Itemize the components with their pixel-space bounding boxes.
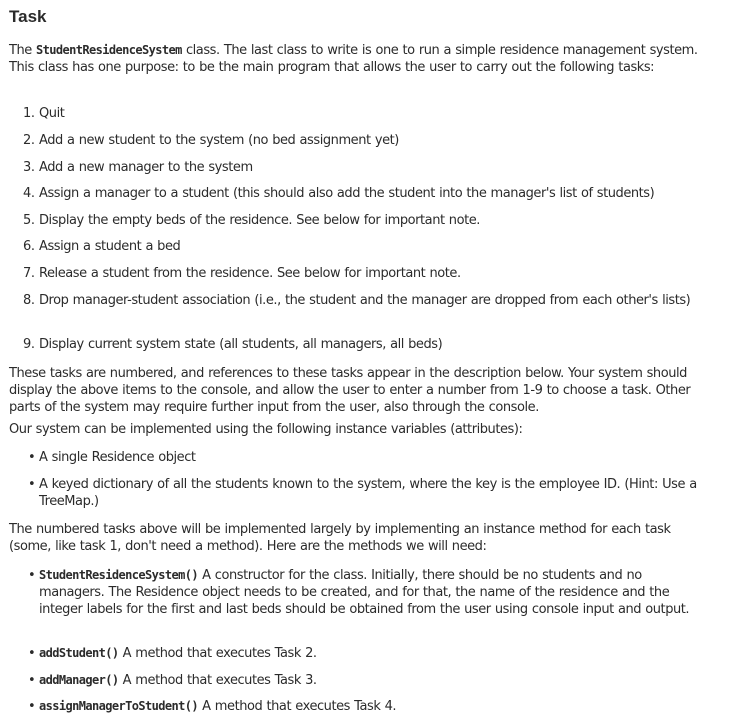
task-number: 4. bbox=[23, 186, 35, 201]
method-signature: assignManagerToStudent() bbox=[39, 699, 198, 713]
method-description: A method that executes Task 3. bbox=[118, 673, 317, 688]
task-number: 9. bbox=[23, 337, 35, 352]
task-number: 5. bbox=[23, 213, 35, 228]
intro-text: class. The last class to write is one to run a simple residence management system. This class has one purpose: to be the main program that allows the user to carry out the following tasks: bbox=[9, 43, 698, 75]
attribute-item bbox=[23, 476, 699, 510]
numbered-tasks-paragraph: These tasks are numbered, and references to these tasks appear in the description below. Your system should display the above items to the console, and allow the user to enter a number from 1-9 to choose a task. Other parts of the system may require further input from the user, also through the console. bbox=[9, 366, 691, 415]
task-number: 1. bbox=[23, 106, 35, 121]
attribute-text: A single Residence object bbox=[39, 450, 196, 465]
task-text: Add a new manager to the system bbox=[39, 160, 253, 175]
intro-paragraph bbox=[9, 42, 699, 76]
bullet-icon: • bbox=[28, 699, 36, 714]
method-text bbox=[39, 645, 699, 662]
method-item bbox=[23, 672, 699, 689]
task-number: 8. bbox=[23, 293, 35, 308]
method-signature: addManager() bbox=[39, 673, 119, 687]
bullet-icon: • bbox=[28, 646, 36, 661]
task-number: 6. bbox=[23, 239, 35, 254]
method-description: A constructor for the class. Initially, there should be no students and no managers. The Residence object needs to be created, and for that, the name of the residence and the integer labels for the first and last beds should be obtained from the user using console input and output. bbox=[39, 568, 690, 617]
task-text: Add a new student to the system (no bed assignment yet) bbox=[39, 133, 399, 148]
intro-class-name: StudentResidenceSystem bbox=[36, 43, 182, 57]
task-text: Display current system state (all students, all managers, all beds) bbox=[39, 337, 443, 352]
method-item bbox=[23, 567, 699, 618]
methods-paragraph: The numbered tasks above will be implemented largely by implementing an instance method for each task (some, like task 1, don't need a method). Here are the methods we will need: bbox=[9, 522, 671, 554]
method-text bbox=[39, 672, 699, 689]
task-text: Drop manager-student association (i.e., the student and the manager are dropped from each other's lists) bbox=[39, 293, 691, 308]
task-item bbox=[23, 159, 699, 176]
method-text bbox=[39, 698, 699, 715]
task-text: Assign a student a bed bbox=[39, 239, 181, 254]
method-text bbox=[39, 567, 699, 618]
task-text: Release a student from the residence. See below for important note. bbox=[39, 266, 461, 281]
method-item bbox=[23, 645, 699, 662]
method-signature: StudentResidenceSystem() bbox=[39, 568, 198, 582]
bullet-icon: • bbox=[28, 568, 36, 583]
task-text: Quit bbox=[39, 106, 65, 121]
attribute-text: A keyed dictionary of all the students known to the system, where the key is the employee ID. (Hint: Use a TreeMap.) bbox=[39, 477, 697, 509]
method-item bbox=[23, 698, 699, 715]
task-item bbox=[23, 185, 699, 202]
page-title: Task bbox=[9, 7, 47, 26]
task-text: Display the empty beds of the residence. See below for important note. bbox=[39, 213, 480, 228]
instance-variables-paragraph: Our system can be implemented using the following instance variables (attributes): bbox=[9, 422, 523, 437]
task-item bbox=[23, 265, 699, 282]
task-number: 3. bbox=[23, 160, 35, 175]
task-item bbox=[23, 336, 699, 353]
task-number: 2. bbox=[23, 133, 35, 148]
method-signature: addStudent() bbox=[39, 646, 119, 660]
task-text: Assign a manager to a student (this should also add the student into the manager's list of students) bbox=[39, 186, 655, 201]
method-description: A method that executes Task 4. bbox=[198, 699, 397, 714]
bullet-icon: • bbox=[28, 477, 36, 492]
task-number: 7. bbox=[23, 266, 35, 281]
bullet-icon: • bbox=[28, 673, 36, 688]
task-item bbox=[23, 212, 699, 229]
bullet-icon: • bbox=[28, 450, 36, 465]
task-item bbox=[23, 292, 699, 309]
method-description: A method that executes Task 2. bbox=[118, 646, 317, 661]
task-item bbox=[23, 238, 699, 255]
task-item bbox=[23, 105, 699, 122]
attribute-item bbox=[23, 449, 699, 466]
intro-prefix: The bbox=[9, 43, 37, 58]
task-item bbox=[23, 132, 699, 149]
